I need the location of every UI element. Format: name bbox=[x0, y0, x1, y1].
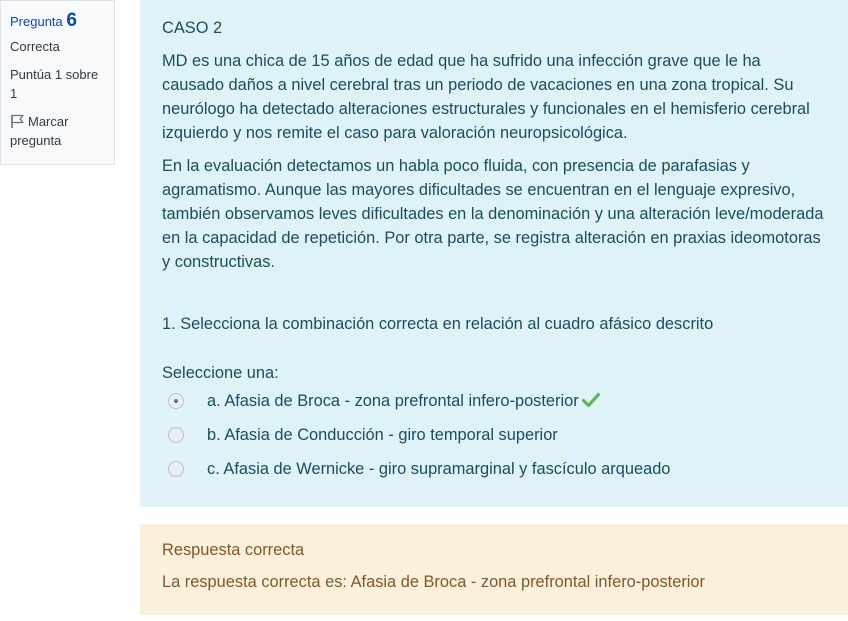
radio-option-b[interactable] bbox=[168, 427, 184, 443]
flag-icon bbox=[10, 114, 25, 128]
case-paragraph-1: MD es una chica de 15 años de edad que ha sufrido una infección grave que le ha causado daños a nivel cerebral tras un periodo de vacaciones en una zona tropical. Su neurólogo ha detectado alteraciones estructurales y funcionales en el hemisferio cerebral izquierdo y nos remite el caso para valoración neuropsicológica. bbox=[162, 52, 810, 142]
option-c-label: c. Afasia de Wernicke - giro supramarginal y fascículo arqueado bbox=[207, 460, 671, 478]
radio-option-c[interactable] bbox=[168, 461, 184, 477]
question-grade: Puntúa 1 sobre 1 bbox=[10, 67, 99, 101]
answer-option-a[interactable] bbox=[162, 389, 826, 423]
question-number: 6 bbox=[66, 10, 77, 31]
question-formulation bbox=[140, 0, 848, 507]
right-answer-text: La respuesta correcta es: Afasia de Broca - zona prefrontal infero-posterior bbox=[162, 573, 705, 591]
case-paragraph-2: En la evaluación detectamos un habla poco fluida, con presencia de parafasias y agramatismo. Aunque las mayores dificultades se encuentran en el lenguaje expresivo, también observamos leves dificultades en la denominación y una alteración leve/moderada en la capacidad de repetición. Por otra parte, se registra alteración en praxias ideomotoras y constructivas. bbox=[162, 157, 824, 271]
answer-option-b[interactable] bbox=[162, 423, 826, 457]
answer-options bbox=[162, 389, 826, 491]
flag-question-button[interactable] bbox=[10, 112, 105, 150]
case-title: CASO 2 bbox=[162, 19, 223, 37]
question-number-heading bbox=[10, 11, 105, 31]
question-state: Correcta bbox=[10, 39, 60, 54]
option-b-label: b. Afasia de Conducción - giro temporal superior bbox=[207, 426, 558, 444]
question-text: 1. Selecciona la combinación correcta en relación al cuadro afásico descrito bbox=[162, 315, 714, 333]
answer-prompt: Seleccione una: bbox=[162, 364, 279, 382]
option-a-label: a. Afasia de Broca - zona prefrontal infero-posterior bbox=[207, 392, 579, 410]
feedback-panel bbox=[140, 524, 848, 615]
answer-option-c[interactable] bbox=[162, 457, 826, 491]
radio-option-a[interactable] bbox=[168, 393, 184, 409]
question-label: Pregunta bbox=[10, 14, 63, 29]
option-a-text bbox=[207, 389, 600, 413]
feedback-title: Respuesta correcta bbox=[162, 541, 305, 559]
flag-label: Marcar pregunta bbox=[10, 114, 69, 148]
question-info-panel bbox=[0, 0, 115, 165]
correct-check-icon bbox=[582, 392, 600, 408]
